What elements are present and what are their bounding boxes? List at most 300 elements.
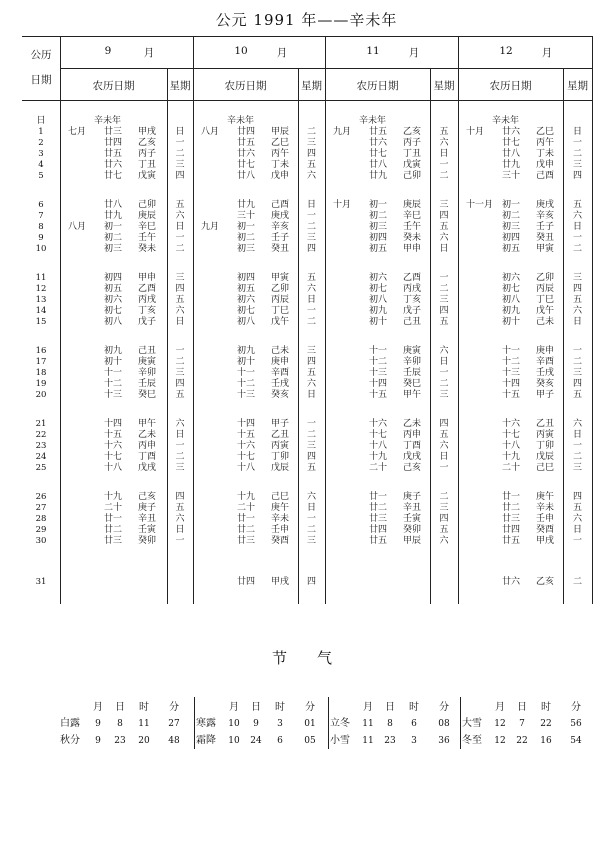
weekday: 四 — [439, 306, 449, 316]
lunar-day: 十四 — [502, 379, 521, 389]
weekday: 四 — [439, 211, 449, 221]
ganzhi: 甲寅 — [271, 273, 290, 283]
solar-term-name: 秋分 — [60, 735, 80, 746]
weekday: 二 — [439, 171, 449, 181]
lunar-day: 初三 — [237, 244, 256, 254]
weekday: 日 — [439, 244, 449, 254]
lunar-day: 十五 — [502, 390, 521, 400]
weekday: 三 — [572, 368, 582, 378]
ganzhi: 乙亥 — [403, 127, 422, 137]
weekday: 六 — [175, 419, 185, 429]
weekday: 日 — [175, 430, 185, 440]
ganzhi: 庚午 — [536, 492, 555, 502]
weekday: 日 — [175, 317, 185, 327]
header-month-number: 12 — [499, 45, 513, 57]
ganzhi: 己亥 — [138, 492, 157, 502]
lunar-day: 廿九 — [369, 171, 388, 181]
lunar-day: 十一 — [104, 368, 123, 378]
ganzhi: 戊子 — [403, 306, 422, 316]
weekday: 二 — [572, 577, 582, 587]
lunar-day: 初三 — [369, 222, 388, 232]
ganzhi: 癸卯 — [403, 525, 422, 535]
lunar-day: 初五 — [502, 244, 521, 254]
ganzhi: 己未 — [536, 317, 555, 327]
ganzhi: 丙辰 — [536, 284, 555, 294]
weekday: 四 — [572, 379, 582, 389]
lunar-day: 廿七 — [237, 160, 256, 170]
day-number: 23 — [35, 441, 47, 451]
weekday: 五 — [572, 390, 582, 400]
weekday: 五 — [439, 525, 449, 535]
lunar-day: 初五 — [237, 284, 256, 294]
weekday: 六 — [175, 306, 185, 316]
ganzhi: 庚午 — [271, 503, 290, 513]
ganzhi: 戊戌 — [138, 463, 157, 473]
ganzhi: 壬子 — [536, 222, 555, 232]
weekday: 一 — [175, 536, 185, 546]
day-number: 22 — [35, 430, 47, 440]
ganzhi: 丁丑 — [138, 160, 157, 170]
lunar-day: 廿一 — [104, 514, 123, 524]
solar-term-name: 大雪 — [462, 718, 482, 729]
ganzhi: 甲辰 — [271, 127, 290, 137]
solar-term-value: 9 — [95, 736, 101, 746]
ganzhi: 甲寅 — [536, 244, 555, 254]
ganzhi: 丁卯 — [271, 452, 290, 462]
ganzhi: 己丑 — [138, 346, 157, 356]
lunar-day: 初六 — [104, 295, 123, 305]
solar-term-value: 10 — [228, 736, 240, 746]
weekday: 三 — [175, 273, 185, 283]
weekday: 一 — [439, 368, 449, 378]
weekday: 五 — [175, 295, 185, 305]
lunar-day: 十七 — [502, 430, 521, 440]
ganzhi: 丙戌 — [138, 295, 157, 305]
header-nongli: 农历日期 — [356, 80, 399, 92]
jieqi-col-header: 分 — [169, 702, 179, 713]
ganzhi: 癸丑 — [536, 233, 555, 243]
lunar-day: 初十 — [104, 357, 123, 367]
month-separator — [325, 36, 326, 604]
lunar-day: 初九 — [237, 346, 256, 356]
jieqi-col-header: 分 — [439, 702, 449, 713]
ganzhi: 辛丑 — [138, 514, 157, 524]
lunar-day: 十四 — [104, 419, 123, 429]
lunar-day: 廿四 — [502, 525, 521, 535]
ganzhi: 辛未 — [271, 514, 290, 524]
jieqi-col-header: 日 — [251, 702, 261, 713]
lunar-day: 廿三 — [104, 536, 123, 546]
header-xingqi: 星期 — [567, 80, 588, 92]
year-label: 辛未年 — [359, 116, 387, 126]
lunar-day: 廿六 — [104, 160, 123, 170]
weekday: 二 — [175, 149, 185, 159]
ganzhi: 丙子 — [138, 149, 157, 159]
lunar-day: 二十 — [104, 503, 123, 513]
ganzhi: 丁巳 — [536, 295, 555, 305]
solar-term-name: 小雪 — [330, 735, 350, 746]
lunar-day: 初七 — [369, 284, 388, 294]
weekday: 二 — [175, 244, 185, 254]
lunar-day: 初二 — [502, 211, 521, 221]
solar-term-value: 22 — [540, 719, 552, 729]
lunar-day: 十五 — [237, 430, 256, 440]
weekday: 日 — [572, 525, 582, 535]
lunar-day: 廿五 — [502, 536, 521, 546]
lunar-month-marker: 八月 — [68, 222, 87, 232]
header-nongli: 农历日期 — [489, 80, 532, 92]
ganzhi: 戊申 — [536, 160, 555, 170]
lunar-day: 廿一 — [369, 492, 388, 502]
weekday: 六 — [572, 419, 582, 429]
lunar-day: 初八 — [104, 317, 123, 327]
jieqi-col-header: 时 — [409, 702, 419, 713]
lunar-day: 廿二 — [237, 525, 256, 535]
ganzhi: 乙未 — [403, 419, 422, 429]
header-month-number: 9 — [104, 45, 112, 57]
solar-term-value: 6 — [411, 719, 417, 729]
ganzhi: 丙辰 — [271, 295, 290, 305]
ganzhi: 癸巳 — [403, 379, 422, 389]
weekday: 四 — [306, 149, 316, 159]
table-right-rule — [592, 36, 593, 604]
solar-term-name: 寒露 — [196, 718, 216, 729]
day-number: 4 — [38, 160, 44, 170]
weekday: 五 — [306, 273, 316, 283]
ganzhi: 甲午 — [403, 390, 422, 400]
lunar-day: 初四 — [237, 273, 256, 283]
solar-term-value: 11 — [362, 736, 374, 746]
lunar-day: 初五 — [369, 244, 388, 254]
solar-term-value: 3 — [277, 719, 283, 729]
weekday: 四 — [175, 379, 185, 389]
jieqi-col-header: 时 — [275, 702, 285, 713]
solar-term-name: 白露 — [60, 718, 80, 729]
day-number: 11 — [35, 273, 47, 283]
lunar-day: 廿四 — [104, 138, 123, 148]
solar-term-value: 05 — [304, 736, 316, 746]
solar-term-value: 01 — [304, 719, 316, 729]
ganzhi: 丁未 — [536, 149, 555, 159]
ganzhi: 己巳 — [536, 463, 555, 473]
solar-term-value: 56 — [570, 719, 582, 729]
day-number: 21 — [35, 419, 47, 429]
ganzhi: 丙午 — [271, 149, 290, 159]
ganzhi: 甲子 — [536, 390, 555, 400]
lunar-day: 廿八 — [502, 149, 521, 159]
lunar-day: 初八 — [502, 295, 521, 305]
ganzhi: 辛丑 — [403, 503, 422, 513]
lunar-day: 初七 — [237, 306, 256, 316]
lunar-day: 十九 — [104, 492, 123, 502]
lunar-day: 十二 — [369, 357, 388, 367]
solar-term-value: 9 — [95, 719, 101, 729]
weekday: 六 — [572, 306, 582, 316]
weekday: 六 — [175, 211, 185, 221]
weekday: 二 — [439, 379, 449, 389]
day-number: 18 — [35, 368, 47, 378]
weekday: 四 — [306, 357, 316, 367]
ganzhi: 辛未 — [536, 503, 555, 513]
lunar-day: 初七 — [104, 306, 123, 316]
weekday: 三 — [175, 368, 185, 378]
ganzhi: 丁酉 — [403, 441, 422, 451]
weekday: 一 — [175, 138, 185, 148]
solar-term-name: 冬至 — [462, 735, 482, 746]
ganzhi: 壬辰 — [138, 379, 157, 389]
day-number: 24 — [35, 452, 47, 462]
lunar-day: 十二 — [237, 379, 256, 389]
weekday: 二 — [175, 452, 185, 462]
weekday: 日 — [306, 503, 316, 513]
weekday: 四 — [572, 171, 582, 181]
ganzhi: 癸未 — [403, 233, 422, 243]
jieqi-col-header: 月 — [229, 702, 239, 713]
ganzhi: 丙寅 — [271, 441, 290, 451]
solar-term-value: 27 — [168, 719, 180, 729]
lunar-day: 廿三 — [369, 514, 388, 524]
weekday: 一 — [572, 441, 582, 451]
weekday: 一 — [439, 160, 449, 170]
weekday: 二 — [306, 317, 316, 327]
lunar-day: 廿三 — [237, 536, 256, 546]
solar-term-value: 23 — [114, 736, 126, 746]
lunar-day: 十六 — [104, 441, 123, 451]
ganzhi: 庚申 — [536, 346, 555, 356]
ganzhi: 辛亥 — [271, 222, 290, 232]
weekday: 五 — [306, 368, 316, 378]
ganzhi: 己酉 — [536, 171, 555, 181]
weekday: 五 — [439, 222, 449, 232]
ganzhi: 丙申 — [403, 430, 422, 440]
ganzhi: 乙丑 — [271, 430, 290, 440]
lunar-day: 初八 — [369, 295, 388, 305]
header-xingqi: 星期 — [169, 80, 191, 92]
lunar-day: 廿六 — [502, 577, 521, 587]
weekday: 一 — [306, 211, 316, 221]
weekday: 日 — [439, 357, 449, 367]
lunar-day: 二十 — [369, 463, 388, 473]
weekday: 三 — [572, 463, 582, 473]
lunar-day: 初九 — [104, 346, 123, 356]
solar-term-value: 8 — [117, 719, 123, 729]
weekday: 三 — [572, 273, 582, 283]
ganzhi: 壬寅 — [138, 525, 157, 535]
weekday: 三 — [439, 295, 449, 305]
day-number: 12 — [35, 284, 47, 294]
lunar-day: 十三 — [502, 368, 521, 378]
lunar-day: 十三 — [104, 390, 123, 400]
header-mid-rule — [60, 68, 592, 69]
ganzhi: 乙酉 — [138, 284, 157, 294]
weekday: 一 — [306, 514, 316, 524]
ganzhi: 辛酉 — [271, 368, 290, 378]
header-xingqi: 星期 — [301, 80, 322, 92]
ganzhi: 壬戌 — [271, 379, 290, 389]
lunar-day: 十二 — [502, 357, 521, 367]
ganzhi: 丁亥 — [403, 295, 422, 305]
lunar-day: 三十 — [502, 171, 521, 181]
lunar-day: 初五 — [104, 284, 123, 294]
weekday: 一 — [572, 536, 582, 546]
ganzhi: 戊戌 — [403, 452, 422, 462]
ganzhi: 庚戌 — [271, 211, 290, 221]
weekday: 四 — [175, 284, 185, 294]
ganzhi: 乙亥 — [138, 138, 157, 148]
weekday: 四 — [572, 284, 582, 294]
weekday: 五 — [572, 503, 582, 513]
ganzhi: 辛巳 — [403, 211, 422, 221]
lunar-day: 初二 — [237, 233, 256, 243]
weekday: 日 — [175, 222, 185, 232]
weekday: 日 — [306, 295, 316, 305]
lunar-day: 廿四 — [237, 577, 256, 587]
jieqi-title: 节 气 — [272, 649, 333, 667]
ganzhi: 乙亥 — [536, 577, 555, 587]
lunar-day: 初四 — [502, 233, 521, 243]
weekday: 五 — [175, 200, 185, 210]
solar-term-value: 54 — [570, 736, 582, 746]
ganzhi: 戊子 — [138, 317, 157, 327]
day-number: 27 — [35, 503, 47, 513]
lunar-day: 初三 — [104, 244, 123, 254]
weekday: 三 — [439, 200, 449, 210]
ganzhi: 甲辰 — [403, 536, 422, 546]
weekday: 一 — [175, 233, 185, 243]
weekday: 五 — [306, 160, 316, 170]
weekday: 日 — [572, 222, 582, 232]
lunar-day: 廿五 — [369, 127, 388, 137]
header-month-unit: 月 — [408, 47, 420, 59]
weekday: 日 — [175, 525, 185, 535]
weekday: 日 — [439, 452, 449, 462]
solar-term-value: 9 — [253, 719, 259, 729]
weekday: 三 — [306, 536, 316, 546]
lunar-month-marker: 九月 — [333, 127, 352, 137]
ganzhi: 壬寅 — [403, 514, 422, 524]
ganzhi: 乙卯 — [536, 273, 555, 283]
weekday: 三 — [175, 463, 185, 473]
lunar-day: 廿三 — [104, 127, 123, 137]
ganzhi: 丁丑 — [403, 149, 422, 159]
ganzhi: 丙申 — [138, 441, 157, 451]
weekday: 五 — [439, 317, 449, 327]
ganzhi: 丁卯 — [536, 441, 555, 451]
weekday: 二 — [572, 452, 582, 462]
day-number: 9 — [38, 233, 44, 243]
ganzhi: 壬申 — [536, 514, 555, 524]
ganzhi: 庚申 — [271, 357, 290, 367]
ganzhi: 乙巳 — [271, 138, 290, 148]
ganzhi: 戊辰 — [536, 452, 555, 462]
solar-term-value: 22 — [516, 736, 528, 746]
year-label: 辛未年 — [492, 116, 520, 126]
ganzhi: 戊申 — [271, 171, 290, 181]
lunar-day: 初九 — [369, 306, 388, 316]
ganzhi: 辛酉 — [536, 357, 555, 367]
daycol-rule — [60, 36, 61, 604]
lunar-day: 十三 — [237, 390, 256, 400]
lunar-day: 廿九 — [104, 211, 123, 221]
weekday: 日 — [175, 127, 185, 137]
ganzhi: 庚寅 — [138, 357, 157, 367]
ganzhi: 壬午 — [403, 222, 422, 232]
lunar-day: 十一 — [237, 368, 256, 378]
lunar-day: 廿二 — [502, 503, 521, 513]
lunar-day: 廿七 — [502, 138, 521, 148]
ganzhi: 甲戌 — [138, 127, 157, 137]
ganzhi: 丁酉 — [138, 452, 157, 462]
lunar-day: 初四 — [369, 233, 388, 243]
header-xingqi: 星期 — [433, 80, 455, 92]
solar-term-value: 7 — [519, 719, 525, 729]
lunar-day: 二十 — [237, 503, 256, 513]
lunar-day: 初三 — [502, 222, 521, 232]
solar-term-value: 3 — [411, 736, 417, 746]
lunar-day: 廿七 — [369, 149, 388, 159]
ganzhi: 甲申 — [403, 244, 422, 254]
weekday: 三 — [306, 441, 316, 451]
solar-term-value: 11 — [138, 719, 150, 729]
ganzhi: 戊寅 — [138, 171, 157, 181]
weekday: 三 — [439, 390, 449, 400]
ganzhi: 癸未 — [138, 244, 157, 254]
day-number: 17 — [35, 357, 47, 367]
lunar-day: 十六 — [502, 419, 521, 429]
lunar-day: 十六 — [237, 441, 256, 451]
weekday: 日 — [572, 430, 582, 440]
lunar-day: 廿五 — [237, 138, 256, 148]
lunar-day: 十三 — [369, 368, 388, 378]
lunar-day: 十八 — [369, 441, 388, 451]
jieqi-separator — [460, 697, 461, 749]
ganzhi: 癸卯 — [138, 536, 157, 546]
header-month-unit: 月 — [276, 47, 288, 59]
lunar-day: 初一 — [104, 222, 123, 232]
solar-term-name: 立冬 — [330, 718, 350, 729]
day-number: 15 — [35, 317, 47, 327]
solar-term-value: 6 — [277, 736, 283, 746]
lunar-day: 三十 — [237, 211, 256, 221]
ganzhi: 丁未 — [271, 160, 290, 170]
ganzhi: 辛卯 — [138, 368, 157, 378]
lunar-day: 十五 — [369, 390, 388, 400]
day-number: 10 — [35, 244, 47, 254]
solar-term-value: 11 — [362, 719, 374, 729]
weekday: 五 — [306, 463, 316, 473]
lunar-day: 初一 — [369, 200, 388, 210]
weekday: 一 — [175, 441, 185, 451]
weekday: 五 — [175, 503, 185, 513]
ganzhi: 乙丑 — [536, 419, 555, 429]
lunar-month-marker: 九月 — [201, 222, 220, 232]
header-month-unit: 月 — [541, 47, 553, 59]
weekday: 三 — [306, 138, 316, 148]
solar-term-value: 10 — [228, 719, 240, 729]
lunar-day: 十九 — [237, 492, 256, 502]
ganzhi: 甲申 — [138, 273, 157, 283]
lunar-day: 初十 — [369, 317, 388, 327]
weekday: 一 — [572, 233, 582, 243]
lunar-month-marker: 七月 — [68, 127, 87, 137]
solar-term-value: 08 — [438, 719, 450, 729]
ganzhi: 己卯 — [138, 200, 157, 210]
jieqi-col-header: 日 — [385, 702, 395, 713]
day-number: 16 — [35, 346, 47, 356]
jieqi-col-header: 月 — [363, 702, 373, 713]
lunar-day: 廿五 — [369, 536, 388, 546]
weekday: 三 — [175, 160, 185, 170]
